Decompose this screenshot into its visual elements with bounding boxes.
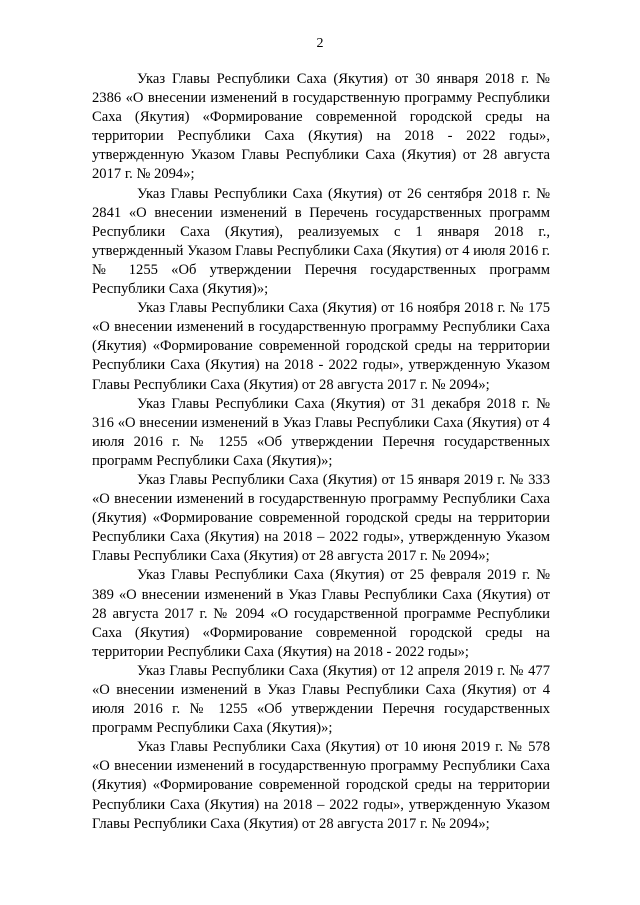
decree-paragraph-5: Указ Главы Республики Саха (Якутия) от 15 января 2019 г. № 333 «О внесении изменений в государственную программу Республики Саха (Якутия) «Формирование современной городской среды на территории Республики Саха (Якутия) на 2018 – 2022 годы», утвержденную Указом Главы Республики Саха (Якутия) от 28 августа 2017 г. № 2094»; [92,471,550,565]
document-body [92,70,550,834]
decree-paragraph-7: Указ Главы Республики Саха (Якутия) от 12 апреля 2019 г. № 477 «О внесении изменений в Указ Главы Республики Саха (Якутия) от 4 июля 2016 г. № 1255 «Об утверждении Перечня государственных программ Республики Саха (Якутия)»; [92,662,550,737]
decree-paragraph-8: Указ Главы Республики Саха (Якутия) от 10 июня 2019 г. № 578 «О внесении изменений в государственную программу Республики Саха (Якутия) «Формирование современной городской среды на территории Республики Саха (Якутия) на 2018 – 2022 годы», утвержденную Указом Главы Республики Саха (Якутия) от 28 августа 2017 г. № 2094»; [92,739,550,832]
decree-paragraph-1: Указ Главы Республики Саха (Якутия) от 30 января 2018 г. № 2386 «О внесении изменений в государственную программу Республики Саха (Якутия) «Формирование современной городской среды на территории Республики Саха (Якутия) на 2018 - 2022 годы», утвержденную Указом Главы Республики Саха (Якутия) от 28 августа 2017 г. № 2094»; [92,71,550,183]
decree-paragraph-4: Указ Главы Республики Саха (Якутия) от 31 декабря 2018 г. № 316 «О внесении изменений в Указ Главы Республики Саха (Якутия) от 4 июля 2016 г. № 1255 «Об утверждении Перечня государственных программ Республики Саха (Якутия)»; [92,395,550,469]
decree-paragraph-3: Указ Главы Республики Саха (Якутия) от 16 ноября 2018 г. № 175 «О внесении изменений в государственную программу Республики Саха (Якутия) «Формирование современной городской среды на территории Республики Саха (Якутия) на 2018 - 2022 годы», утвержденную Указом Главы Республики Саха (Якутия) от 28 августа 2017 г. № 2094»; [92,300,550,393]
decree-paragraph-6: Указ Главы Республики Саха (Якутия) от 25 февраля 2019 г. № 389 «О внесении изменений в Указ Главы Республики Саха (Якутия) от 28 августа 2017 г. № 2094 «О государственной программе Республики Саха (Якутия) «Формирование современной городской среды на территории Республики Саха (Якутия) на 2018 - 2022 годы»; [92,567,550,660]
page-number: 2 [316,36,324,51]
decree-paragraph-2: Указ Главы Республики Саха (Якутия) от 26 сентября 2018 г. № 2841 «О внесении изменений в Перечень государственных программ Республики Саха (Якутия), реализуемых с 1 января 2018 г., утвержденный Указом Главы Республики Саха (Якутия) от 4 июля 2016 г. № 1255 «Об утверждении Перечня государственных программ Республики Саха (Якутия)»; [92,185,550,298]
